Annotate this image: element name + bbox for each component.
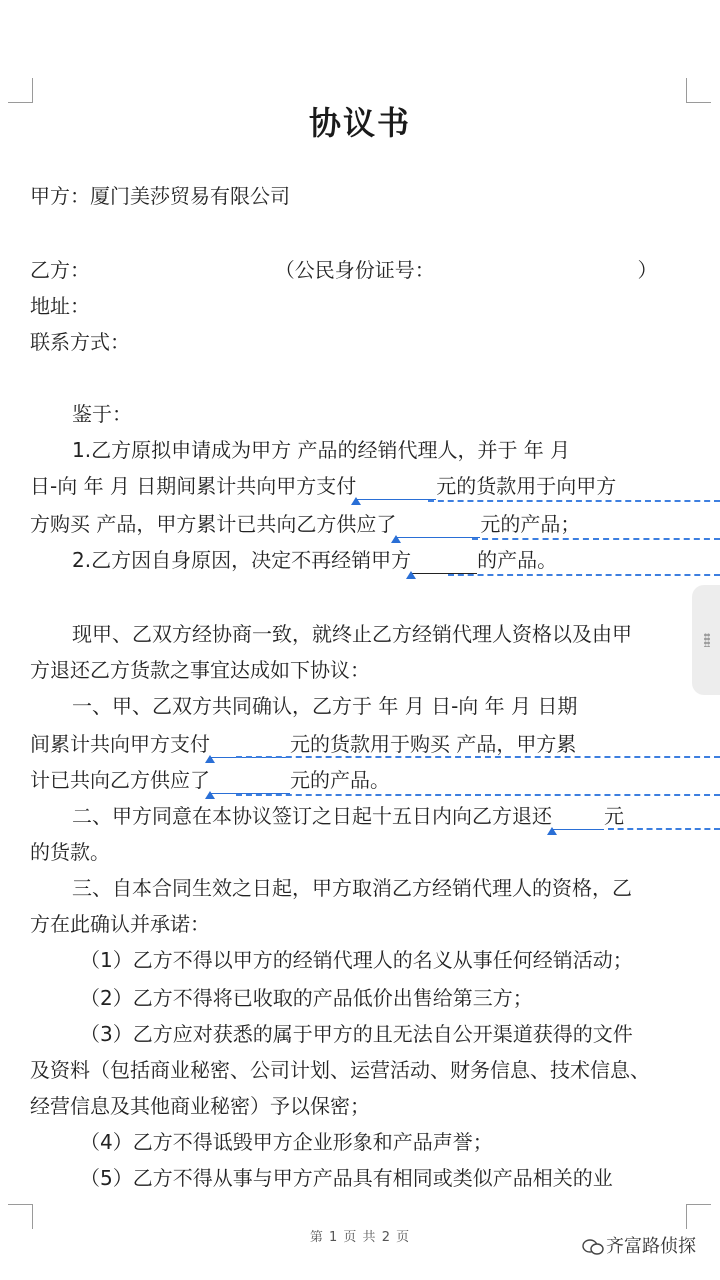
revision-dash-line: [236, 756, 720, 758]
contact-line: 联系方式：: [30, 330, 130, 354]
whereas-2-line: 2.乙方因自身原因，决定不再经销甲方 的产品。: [72, 546, 720, 574]
clause-3-line-b: 方在此确认并承诺：: [30, 912, 210, 936]
whereas-1-line-c: 方购买 产品，甲方累计已共向乙方供应了 元的产品；: [30, 510, 690, 538]
clause-1-line-a: 一、甲、乙双方共同确认，乙方于 年 月 日-向 年 月 日期: [72, 694, 578, 718]
document-title: 协议书: [308, 104, 411, 142]
revision-dash-line: [428, 500, 720, 502]
party-b-id-close: ）: [637, 258, 658, 282]
chat-bubble-icon: [582, 1238, 604, 1256]
whereas-heading: 鉴于：: [72, 402, 132, 426]
revision-dash-line: [608, 828, 720, 830]
refund-amount-blank[interactable]: [552, 809, 604, 830]
item-4-line: （4）乙方不得诋毁甲方企业形象和产品声誉；: [80, 1130, 493, 1154]
whereas-1-line-a: 1.乙方原拟申请成为甲方 产品的经销代理人，并于 年 月: [72, 438, 571, 462]
item-3-line-c: 经营信息及其他商业秘密）予以保密；: [30, 1094, 370, 1118]
amount-blank[interactable]: [396, 517, 480, 538]
insertion-caret-icon: [547, 827, 557, 835]
party-b-line: [30, 256, 690, 284]
item-3-line-a: （3）乙方应对获悉的属于甲方的且无法自公开渠道获得的文件: [80, 1022, 633, 1046]
insertion-caret-icon: [205, 755, 215, 763]
side-panel-handle[interactable]: [692, 585, 720, 695]
item-1-line: （1）乙方不得以甲方的经销代理人的名义从事任何经销活动；: [80, 948, 633, 972]
revision-dash-line: [448, 574, 720, 576]
whereas-1-line-b: 日-向 年 月 日期间累计共向甲方支付 元的货款用于向甲方: [30, 472, 690, 500]
clause-2-line-b: 的货款。: [30, 840, 110, 864]
revision-dash-line: [236, 794, 720, 796]
clause-1-line-b: 间累计共向甲方支付 元的货款用于购买 产品，甲方累: [30, 730, 690, 758]
insertion-caret-icon: [406, 571, 416, 579]
item-5-line: （5）乙方不得从事与甲方产品具有相同或类似产品相关的业: [80, 1166, 613, 1190]
intro-line-a: 现甲、乙双方经协商一致，就终止乙方经销代理人资格以及由甲: [72, 622, 632, 646]
insertion-caret-icon: [391, 535, 401, 543]
page-indicator: 第 1 页 共 2 页: [309, 1230, 411, 1245]
amount-blank[interactable]: [210, 737, 290, 758]
party-a-line: 甲方：厦门美莎贸易有限公司: [30, 184, 290, 208]
watermark-text: 齐富路侦探: [606, 1236, 696, 1257]
address-line: 地址：: [30, 294, 90, 318]
item-3-line-b: 及资料（包括商业秘密、公司计划、运营活动、财务信息、技术信息、: [30, 1058, 650, 1082]
product-blank[interactable]: [411, 553, 477, 574]
watermark: [582, 1232, 696, 1258]
intro-line-b: 方退还乙方货款之事宜达成如下协议：: [30, 658, 370, 682]
amount-blank[interactable]: [356, 479, 436, 500]
clause-2-line-a: 二、甲方同意在本协议签订之日起十五日内向乙方退还 元: [72, 802, 720, 830]
revision-dash-line: [472, 538, 720, 540]
insertion-caret-icon: [351, 497, 361, 505]
clause-3-line-a: 三、自本合同生效之日起，甲方取消乙方经销代理人的资格，乙: [72, 876, 632, 900]
party-b-id-label: （公民身份证号：: [274, 258, 435, 282]
grip-icon: [704, 633, 710, 647]
party-b-label: 乙方：: [30, 258, 90, 282]
clause-1-line-c: 计已共向乙方供应了 元的产品。: [30, 766, 690, 794]
amount-blank[interactable]: [210, 773, 290, 794]
item-2-line: （2）乙方不得将已收取的产品低价出售给第三方；: [80, 986, 533, 1010]
insertion-caret-icon: [205, 791, 215, 799]
